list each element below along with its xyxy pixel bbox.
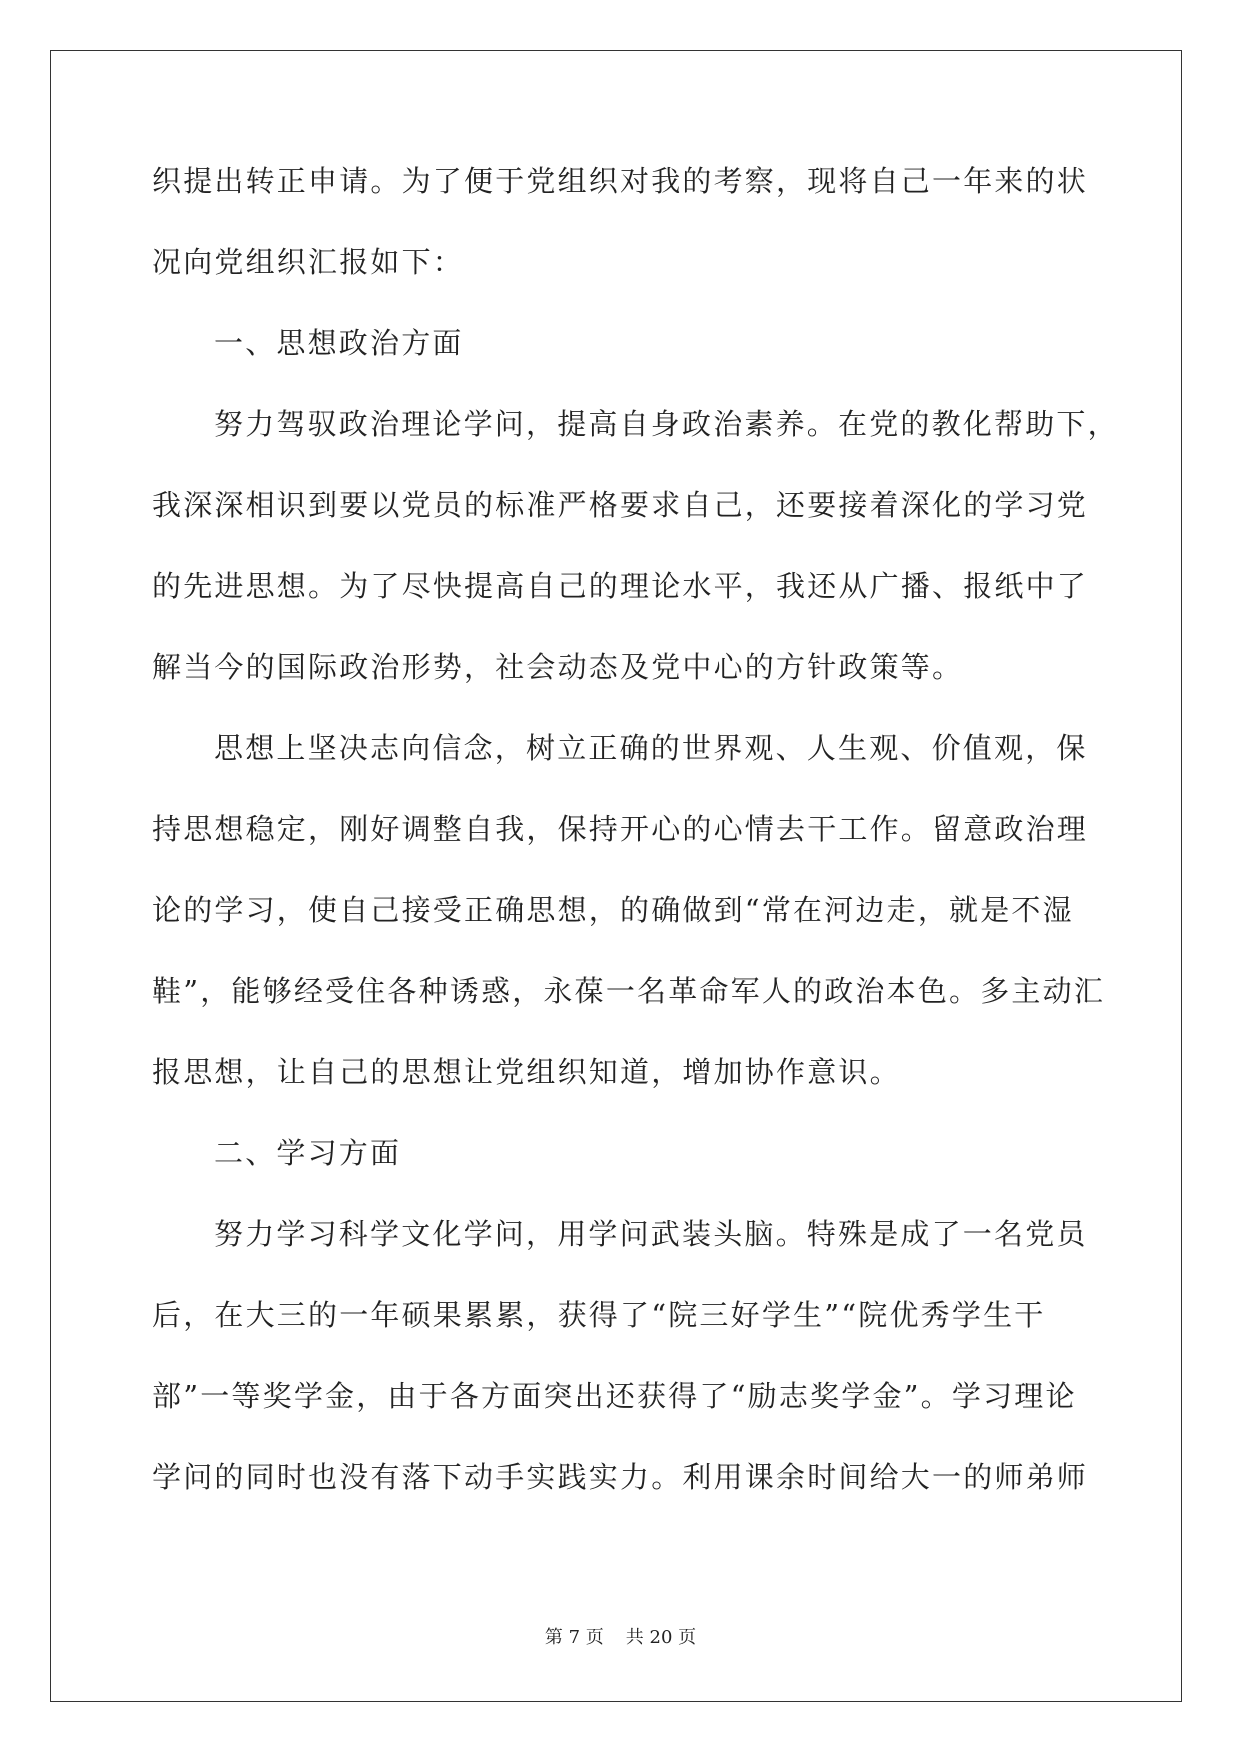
text-line-8: 思想上坚决志向信念，树立正确的世界观、人生观、价值观，保 (214, 731, 1088, 765)
text-line-5: 我深深相识到要以党员的标准严格要求自己，还要接着深化的学习党 (152, 488, 1089, 522)
text-line-6: 的先进思想。为了尽快提高自己的理论水平，我还从广播、报纸中了 (152, 569, 1089, 603)
text-line-2: 况向党组织汇报如下： (152, 245, 465, 279)
section-heading-study: 二、学习方面 (214, 1136, 402, 1170)
text-line-9: 持思想稳定，刚好调整自我，保持开心的心情去干工作。留意政治理 (152, 812, 1089, 846)
page-number: 第 7 页 (544, 1627, 604, 1648)
text-line-7: 解当今的国际政治形势，社会动态及党中心的方针政策等。 (152, 650, 964, 684)
page-footer (0, 1626, 1241, 1650)
text-line-15: 后，在大三的一年硕果累累，获得了“院三好学生”“院优秀学生干 (152, 1298, 1046, 1332)
text-line-4: 努力驾驭政治理论学问，提高自身政治素养。在党的教化帮助下， (214, 407, 1119, 441)
text-line-14: 努力学习科学文化学问，用学问武装头脑。特殊是成了一名党员 (214, 1217, 1088, 1251)
text-line-17: 学问的同时也没有落下动手实践实力。利用课余时间给大一的师弟师 (152, 1460, 1089, 1494)
text-line-11: 鞋”，能够经受住各种诱惑，永葆一名革命军人的政治本色。多主动汇 (152, 974, 1106, 1008)
text-line-16: 部”一等奖学金，由于各方面突出还获得了“励志奖学金”。学习理论 (152, 1379, 1077, 1413)
text-line-12: 报思想，让自己的思想让党组织知道，增加协作意识。 (152, 1055, 901, 1089)
text-line-1: 织提出转正申请。为了便于党组织对我的考察，现将自己一年来的状 (152, 164, 1089, 198)
page-total: 共 20 页 (625, 1627, 697, 1648)
section-heading-ideology: 一、思想政治方面 (214, 326, 464, 360)
document-body (152, 164, 1119, 1543)
text-line-10: 论的学习，使自己接受正确思想，的确做到“常在河边走，就是不湿 (152, 893, 1074, 927)
